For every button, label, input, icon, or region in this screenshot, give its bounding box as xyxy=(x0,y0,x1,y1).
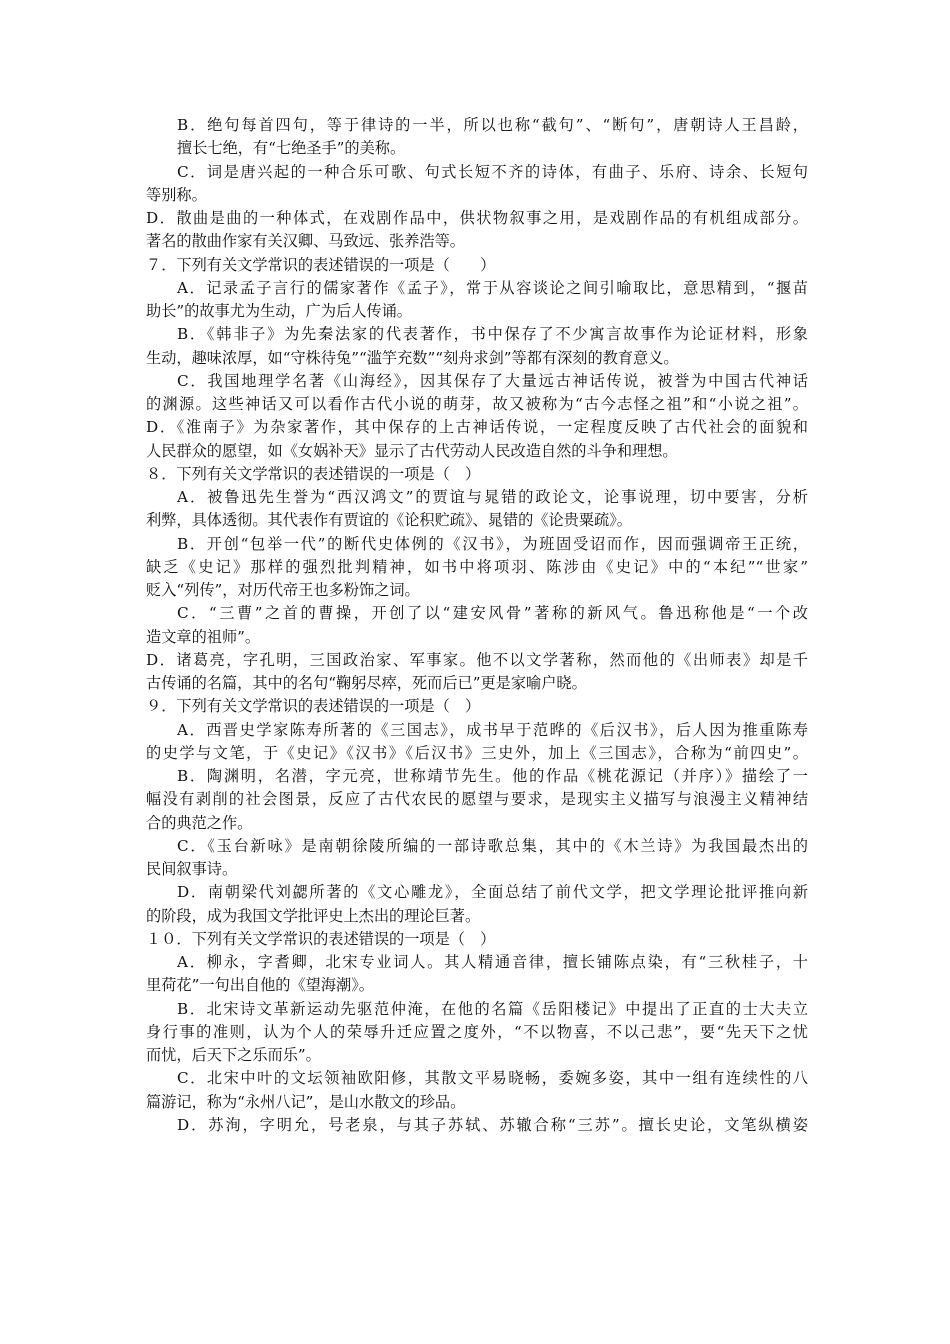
text-line: A．记录孟子言行的儒家著作《孟子》，常于从容谈论之间引喻取比，意思精到，“揠苗 xyxy=(177,278,808,297)
text-line: B．开创“包举一代”的断代史体例的《汉书》，为班固受诏而作，因而强调帝王正统， xyxy=(177,534,808,553)
text-line: 人民群众的愿望，如《女娲补天》显示了古代劳动人民改造自然的斗争和理想。 xyxy=(146,441,678,460)
text-line: 合的典范之作。 xyxy=(146,813,253,832)
text-line: 身行事的准则，认为个人的荣辱升迁应置之度外，“不以物喜，不以己悲”，要“先天下之忧 xyxy=(146,1022,808,1041)
text-line: 贬入“列传”，对历代帝王也多粉饰之词。 xyxy=(146,581,420,599)
text-line: ８．下列有关文学常识的表述错误的一项是（ ） xyxy=(146,464,481,483)
text-line: 擅长七绝，有“七绝圣手”的美称。 xyxy=(177,139,406,158)
text-line: １０．下列有关文学常识的表述错误的一项是（ ） xyxy=(146,929,496,948)
text-line: 篇游记，称为“永州八记”，是山水散文的珍品。 xyxy=(146,1092,466,1111)
text-line: B．陶渊明，名潜，字元亮，世称靖节先生。他的作品《桃花源记（并序）》描绘了一 xyxy=(177,767,808,785)
text-line: 缺乏《史记》那样的强烈批判精神，如书中将项羽、陈涉由《史记》中的“本纪”“世家” xyxy=(146,557,808,576)
text-line: 的史学与文笔，于《史记》《汉书》《后汉书》三史外，加上《三国志》，合称为“前四史”。 xyxy=(146,743,808,762)
text-line: D．《淮南子》为杂家著作，其中保存的上古神话传说，一定程度反映了古代社会的面貌和 xyxy=(146,418,808,437)
text-line: C．我国地理学名著《山海经》，因其保存了大量远古神话传说，被誉为中国古代神话 xyxy=(177,371,808,390)
text-line: 里荷花”一句出自他的《望海潮》。 xyxy=(146,976,374,995)
text-line: C．北宋中叶的文坛领袖欧阳修，其散文平易晓畅，委婉多姿，其中一组有连续性的八 xyxy=(177,1069,808,1088)
text-line: C．《玉台新咏》是南朝徐陵所编的一部诗歌总集，其中的《木兰诗》为我国最杰出的 xyxy=(177,836,808,855)
text-line: A．西晋史学家陈寿所著的《三国志》，成书早于范晔的《后汉书》，后人因为推重陈寿 xyxy=(177,720,808,739)
text-line: 助长”的故事尤为生动，广为后人传诵。 xyxy=(146,302,412,320)
text-line: 利弊，具体透彻。其代表作有贾谊的《论积贮疏》、晁错的《论贵粟疏》。 xyxy=(146,511,632,530)
text-line: 的渊源。这些神话又可以看作古代小说的萌芽，故又被称为“古今志怪之祖”和“小说之祖”。 xyxy=(146,395,808,413)
text-line: 而忧，后天下之乐而乐”。 xyxy=(146,1046,321,1064)
text-line: B．北宋诗文革新运动先驱范仲淹，在他的名篇《岳阳楼记》中提出了正直的士大夫立 xyxy=(177,999,808,1018)
text-line: D．散曲是曲的一种体式，在戏剧作品中，供状物叙事之用，是戏剧作品的有机组成部分。 xyxy=(146,209,808,227)
text-line: D．南朝梁代刘勰所著的《文心雕龙》，全面总结了前代文学，把文学理论批评推向新 xyxy=(177,883,808,902)
text-line: ７．下列有关文学常识的表述错误的一项是（ ） xyxy=(146,255,496,274)
text-line: 等别称。 xyxy=(146,185,207,204)
text-line: 著名的散曲作家有关汉卿、马致远、张养浩等。 xyxy=(146,232,465,251)
text-line: 造文章的祖师”。 xyxy=(146,627,261,646)
text-line: 民间叙事诗。 xyxy=(146,860,238,878)
text-line: 古传诵的名篇，其中的名句“鞠躬尽瘁，死而后已”更是家喻户晓。 xyxy=(146,674,587,692)
text-line: A．柳永，字耆卿，北宋专业词人。其人精通音律，擅长铺陈点染，有“三秋桂子，十 xyxy=(177,953,808,971)
text-line: 幅没有剥削的社会图景，反应了古代农民的愿望与要求，是现实主义描写与浪漫主义精神结 xyxy=(146,790,808,809)
text-line: C．词是唐兴起的一种合乐可歌、句式长短不齐的诗体，有曲子、乐府、诗余、长短句 xyxy=(177,162,808,181)
text-line: B．《韩非子》为先秦法家的代表著作，书中保存了不少寓言故事作为论证材料，形象 xyxy=(177,325,808,344)
text-line: A．被鲁迅先生誉为“西汉鸿文”的贾谊与晁错的政论文，论事说理，切中要害，分析 xyxy=(177,488,808,506)
text-line: 的阶段，成为我国文学批评史上杰出的理论巨著。 xyxy=(146,906,481,925)
text-line: 生动，趣味浓厚，如“守株待兔”“滥竽充数”“刻舟求剑”等都有深刻的教育意义。 xyxy=(146,348,679,367)
text-line: B．绝句每首四句，等于律诗的一半，所以也称“截句”、“断句”，唐朝诗人王昌龄， xyxy=(177,116,808,134)
text-line: ９．下列有关文学常识的表述错误的一项是（ ） xyxy=(146,697,481,716)
document-page xyxy=(146,114,808,1137)
text-line: C．“三曹”之首的曹操，开创了以“建安风骨”著称的新风气。鲁迅称他是“一个改 xyxy=(177,604,808,623)
text-line: D．诸葛亮，字孔明，三国政治家、军事家。他不以文学著称，然而他的《出师表》却是千 xyxy=(146,650,808,669)
text-line: D．苏洵，字明允，号老泉，与其子苏轼、苏辙合称“三苏”。擅长史论，文笔纵横姿 xyxy=(177,1115,808,1134)
